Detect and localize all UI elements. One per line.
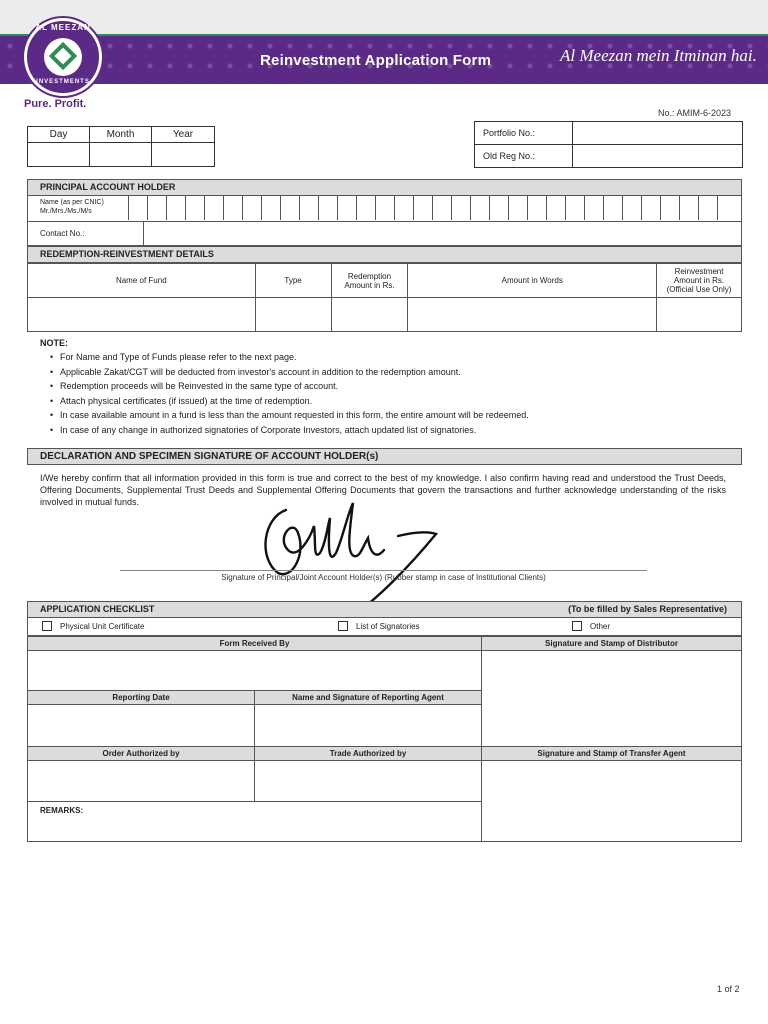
col-type: Type [255, 264, 331, 298]
name-char-boxes[interactable] [128, 196, 736, 220]
contact-row [27, 222, 742, 246]
note-heading: NOTE: [40, 338, 68, 348]
logo-tagline: Pure. Profit. [24, 98, 87, 110]
logo-diamond-icon [49, 42, 77, 70]
note-item: • Attach physical certificates (if issued) at the time of redemption. [60, 394, 529, 409]
reporting-agent-header: Name and Signature of Reporting Agent [254, 690, 482, 705]
form-received-by-header: Form Received By [27, 636, 482, 651]
trade-authorized-field[interactable] [254, 760, 482, 802]
redemption-amount-input[interactable] [331, 298, 408, 332]
signature-caption: Signature of Principal/Joint Account Holder(s) (Rubber stamp in case of Institutional Clients) [221, 573, 546, 582]
handwritten-signature [258, 498, 448, 618]
checkbox-box[interactable] [572, 621, 582, 631]
declaration-text: I/We hereby confirm that all information provided in this form is true and correct to the best of my knowledge. I also confirm having read and understood the Trust Deeds, Offering Documents, Supplemental Trust Deeds and Supplemental Offering Documents that govern the transactions and further acknowledge understanding of the risks involved in mutual funds. [40, 473, 726, 507]
note-list [40, 350, 529, 437]
col-reinvestment-amount: Reinvestment Amount in Rs. (Official Use Only) [657, 264, 742, 298]
contact-label: Contact No.: [40, 229, 85, 238]
portfolio-input[interactable] [573, 122, 743, 145]
checklist-heading: APPLICATION CHECKLIST (To be filled by Sales Representative) [27, 601, 742, 618]
date-year-input[interactable] [152, 143, 215, 167]
old-reg-label: Old Reg No.: [475, 145, 573, 168]
date-month-input[interactable] [90, 143, 152, 167]
principal-heading: PRINCIPAL ACCOUNT HOLDER [27, 179, 742, 196]
note-item: • For Name and Type of Funds please refer to the next page. [60, 350, 529, 365]
trade-authorized-header: Trade Authorized by [254, 746, 482, 761]
checkbox-other[interactable]: Other [572, 621, 610, 631]
amount-words-input[interactable] [408, 298, 657, 332]
checkbox-list-signatories[interactable]: List of Signatories [338, 621, 420, 631]
form-number: No.: AMIM-6-2023 [658, 108, 732, 118]
contact-input[interactable] [143, 222, 741, 245]
date-month-label: Month [90, 127, 152, 143]
note-item: • In case of any change in authorized signatories of Corporate Investors, attach updated list of signatories. [60, 423, 529, 438]
order-authorized-field[interactable] [27, 760, 255, 802]
page-number: 1 of 2 [717, 984, 740, 994]
redemption-heading: REDEMPTION-REINVESTMENT DETAILS [27, 246, 742, 263]
date-day-label: Day [28, 127, 90, 143]
portfolio-label: Portfolio No.: [475, 122, 573, 145]
reporting-date-header: Reporting Date [27, 690, 255, 705]
logo-top-text: AL MEEZAN [35, 23, 91, 32]
portfolio-table [474, 121, 743, 168]
header-strip [0, 0, 768, 36]
fund-type-input[interactable] [255, 298, 331, 332]
checkbox-box[interactable] [338, 621, 348, 631]
brand-slogan: Al Meezan mein Itminan hai. [560, 46, 757, 65]
notes-section [40, 338, 529, 437]
company-logo [24, 18, 102, 96]
old-reg-input[interactable] [573, 145, 743, 168]
note-item: • In case available amount in a fund is less than the amount requested in this form, the entire amount will be redeemed. [60, 408, 529, 423]
distributor-signature-header: Signature and Stamp of Distributor [481, 636, 742, 651]
reinvestment-amount-input[interactable] [657, 298, 742, 332]
col-fund-name: Name of Fund [28, 264, 256, 298]
date-table [27, 126, 215, 167]
reporting-date-field[interactable] [27, 704, 255, 747]
form-title: Reinvestment Application Form [260, 52, 492, 69]
name-label: Name (as per CNIC) Mr./Mrs./Ms./M/s [40, 199, 104, 215]
remarks-label: REMARKS: [40, 806, 84, 815]
logo-bottom-text: INVESTMENTS [36, 79, 90, 85]
remarks-field[interactable] [27, 801, 482, 842]
declaration-heading: DECLARATION AND SPECIMEN SIGNATURE OF ACCOUNT HOLDER(s) [27, 448, 742, 465]
fund-name-input[interactable] [28, 298, 256, 332]
checklist-note: (To be filled by Sales Representative) [568, 604, 727, 614]
name-row [27, 196, 742, 222]
signature-line[interactable] [120, 570, 647, 571]
checkbox-physical-unit[interactable]: Physical Unit Certificate [42, 621, 144, 631]
distributor-signature-field[interactable] [481, 650, 742, 747]
reporting-agent-field[interactable] [254, 704, 482, 747]
checkbox-box[interactable] [42, 621, 52, 631]
transfer-agent-field[interactable] [481, 760, 742, 842]
transfer-agent-header: Signature and Stamp of Transfer Agent [481, 746, 742, 761]
date-day-input[interactable] [28, 143, 90, 167]
date-year-label: Year [152, 127, 215, 143]
order-authorized-header: Order Authorized by [27, 746, 255, 761]
col-redemption-amount: Redemption Amount in Rs. [331, 264, 408, 298]
fund-table [27, 263, 742, 332]
note-item: • Applicable Zakat/CGT will be deducted from investor's account in addition to the redemption amount. [60, 365, 529, 380]
note-item: • Redemption proceeds will be Reinvested in the same type of account. [60, 379, 529, 394]
form-received-by-field[interactable] [27, 650, 482, 691]
col-amount-words: Amount in Words [408, 264, 657, 298]
